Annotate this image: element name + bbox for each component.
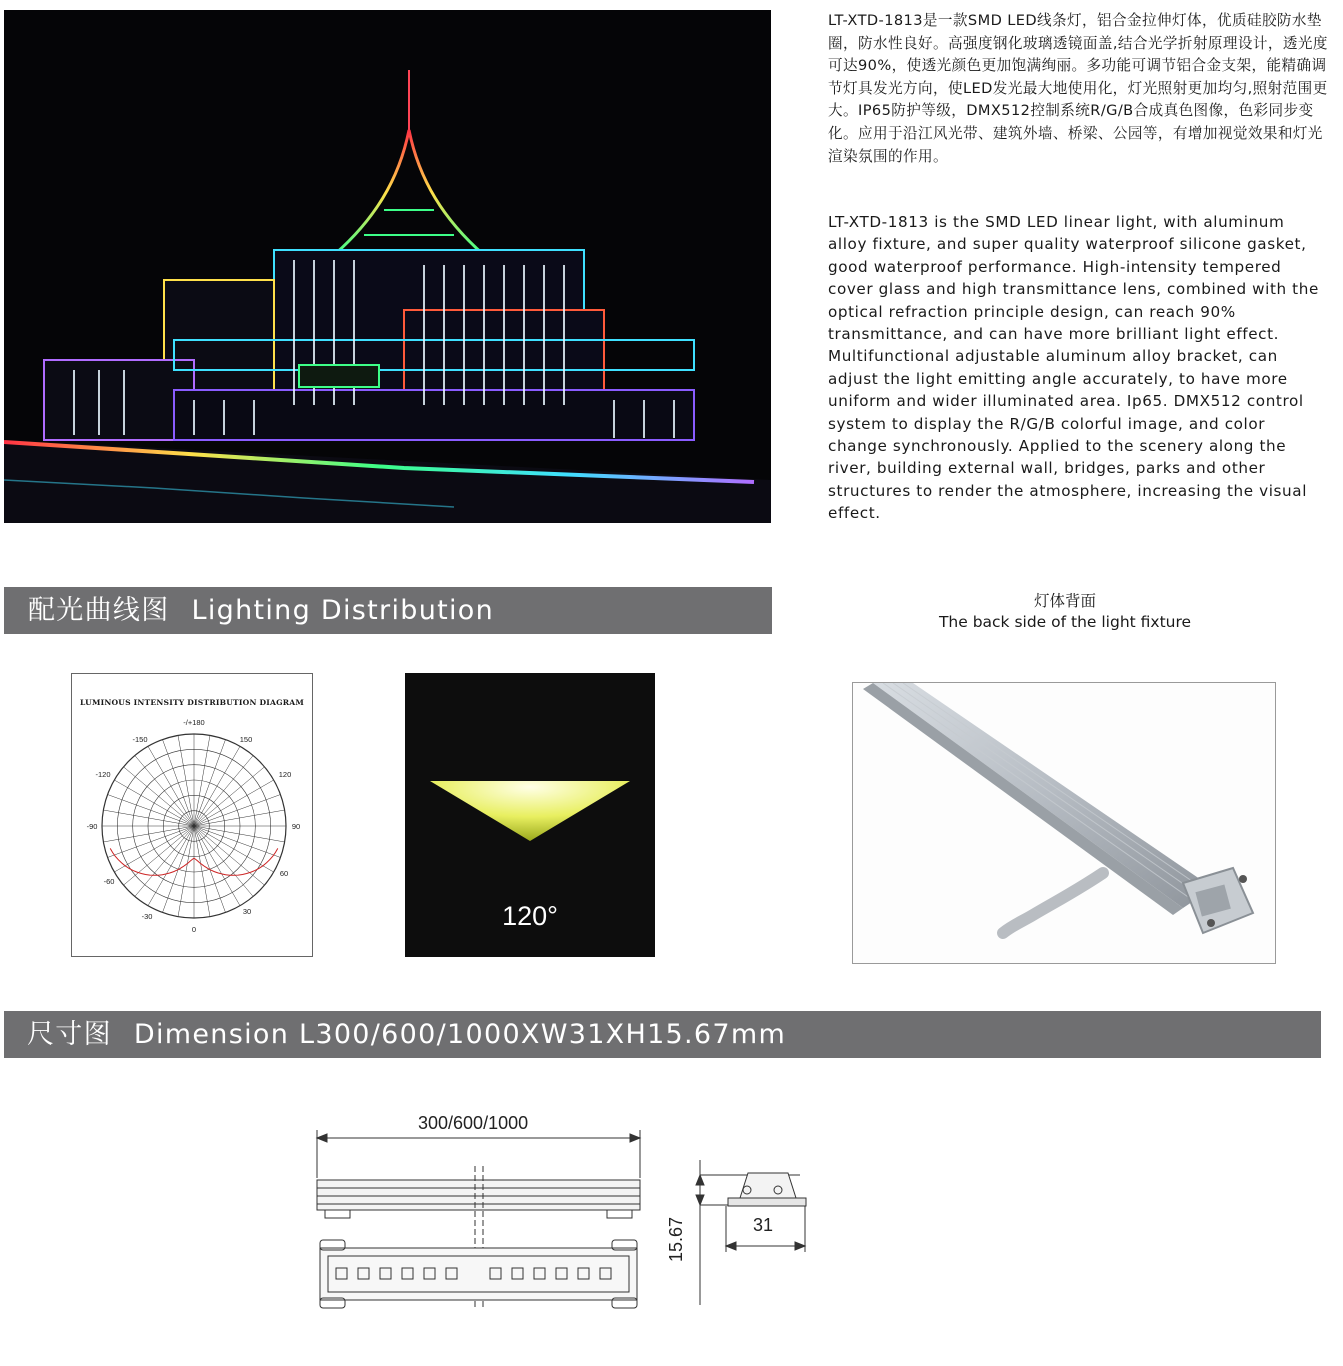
description-english: LT-XTD-1813 is the SMD LED linear light, with aluminum alloy fixture, and super quality waterproof silicone gasket, good waterproof performance. High-intensity tempered cover glass and high transmittance lens, combined with the optical refraction principle design, can reach 90% transmittance, and can have more brilliant light effect. Multifunctional adjustable aluminum alloy bracket, can adjust the light emitting angle accurately, to have more uniform and wider illuminated area. Ip65. DMX512 control system to display the R/G/B colorful image, and color change synchronously. Applied to the scenery along the river, building external wall, bridges, parks and other structures to render the atmosphere, increasing the visual effect. (828, 213, 1319, 523)
lighting-header-cn: 配光曲线图 (28, 595, 170, 626)
dimension-header (4, 1011, 1321, 1058)
back-side-caption (870, 591, 1260, 633)
fixture-back-photo (852, 682, 1276, 964)
dimension-drawing (300, 1100, 820, 1320)
lighting-distribution-header (4, 587, 772, 634)
polar-angle-label: 90 (291, 822, 301, 831)
polar-angle-label: 30 (242, 907, 252, 916)
beam-angle-label: 120° (502, 901, 558, 931)
polar-angle-label: -90 (86, 822, 98, 831)
polar-angle-label: 120 (278, 770, 292, 779)
polar-grid (72, 674, 312, 956)
beam-angle-panel (405, 673, 655, 957)
back-side-caption-en: The back side of the light fixture (938, 613, 1192, 631)
length-dimension-label: 300/600/1000 (418, 1113, 529, 1133)
polar-angle-label: -30 (141, 912, 153, 921)
luminous-intensity-diagram (71, 673, 313, 957)
polar-angle-label: -/+180 (183, 718, 205, 727)
width-dimension-label: 31 (753, 1215, 774, 1235)
description-chinese: LT-XTD-1813是一款SMD LED线条灯，铝合金拉伸灯体，优质硅胶防水垫圈，防水性良好。高强度钢化玻璃透镜面盖,结合光学折射原理设计，透光度可达90%，使透光颜色更加饱满绚丽。多功能可调节铝合金支架，能精确调节灯具发光方向，使LED发光最大地使用化，灯光照射更加均匀,照射范围更大。IP65防护等级，DMX512控制系统R/G/B合成真色图像，色彩同步变化。应用于沿江风光带、建筑外墙、桥梁、公园等，有增加视觉效果和灯光渲染氛围的作用。 (828, 12, 1328, 165)
polar-angle-label: -120 (95, 770, 111, 779)
height-dimension-label: 15.67 (666, 1216, 686, 1262)
polar-angle-label: -150 (132, 735, 148, 744)
dimension-header-en: Dimension L300/600/1000XW31XH15.67mm (133, 1019, 787, 1050)
dimension-header-cn: 尺寸图 (27, 1019, 112, 1050)
polar-angle-label: 60 (279, 869, 289, 878)
polar-angle-label: 150 (239, 735, 253, 744)
lighting-header-en: Lighting Distribution (191, 595, 495, 626)
polar-diagram-title: LUMINOUS INTENSITY DISTRIBUTION DIAGRAM (80, 698, 304, 707)
led-bar-illustration (853, 683, 1275, 963)
hero-night-photo (4, 10, 771, 523)
polar-angle-label: -60 (103, 877, 115, 886)
polar-angle-label: 0 (191, 925, 197, 934)
back-side-caption-cn: 灯体背面 (1033, 592, 1096, 610)
dimension-lines (300, 1100, 820, 1320)
illuminated-building-illustration (4, 10, 771, 523)
